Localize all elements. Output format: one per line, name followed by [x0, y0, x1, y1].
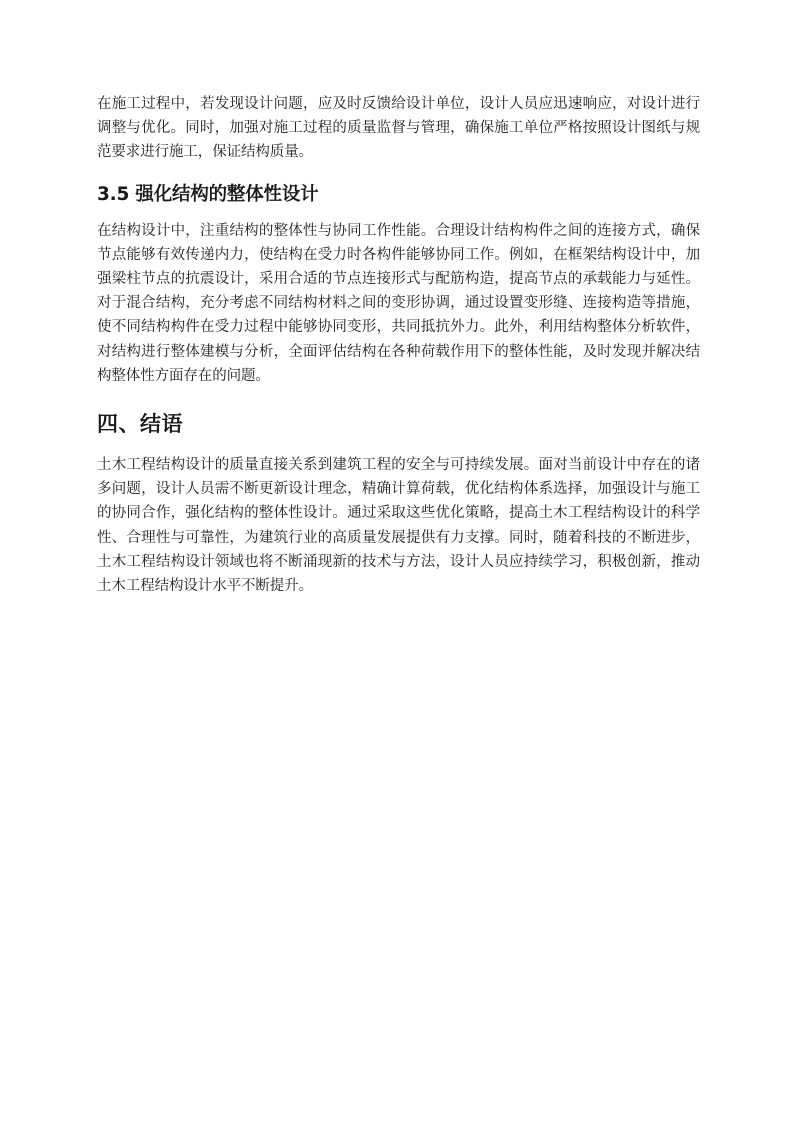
body-paragraph-conclusion: 土木工程结构设计的质量直接关系到建筑工程的安全与可持续发展。面对当前设计中存在的诸多问题，设计人员需不断更新设计理念，精确计算荷载，优化结构体系选择，加强设计与施工的协同合作，强化结构的整体性设计。通过采取这些优化策略，提高土木工程结构设计的科学性、合理性与可靠性，为建筑行业的高质量发展提供有力支撑。同时，随着科技的不断进步，土木工程结构设计领域也将不断涌现新的技术与方法，设计人员应持续学习，积极创新，推动土木工程结构设计水平不断提升。: [97, 457, 700, 595]
document-page: [97, 92, 700, 598]
section-heading-conclusion: 四、结语: [97, 412, 183, 437]
section-heading-3-5: 3.5 强化结构的整体性设计: [97, 183, 319, 205]
body-paragraph-structural-integrity: 在结构设计中，注重结构的整体性与协同工作性能。合理设计结构构件之间的连接方式，确保节点能够有效传递内力，使结构在受力时各构件能够协同工作。例如，在框架结构设计中，加强梁柱节点的抗震设计，采用合适的节点连接形式与配筋构造，提高节点的承载能力与延性。对于混合结构，充分考虑不同结构材料之间的变形协调，通过设置变形缝、连接构造等措施，使不同结构构件在受力过程中能够协同变形，共同抵抗外力。此外，利用结构整体分析软件，对结构进行整体建模与分析，全面评估结构在各种荷载作用下的整体性能，及时发现并解决结构整体性方面存在的问题。: [97, 222, 700, 384]
body-paragraph-construction-feedback: 在施工过程中，若发现设计问题，应及时反馈给设计单位，设计人员应迅速响应，对设计进行调整与优化。同时，加强对施工过程的质量监督与管理，确保施工单位严格按照设计图纸与规范要求进行施工，保证结构质量。: [97, 96, 700, 161]
